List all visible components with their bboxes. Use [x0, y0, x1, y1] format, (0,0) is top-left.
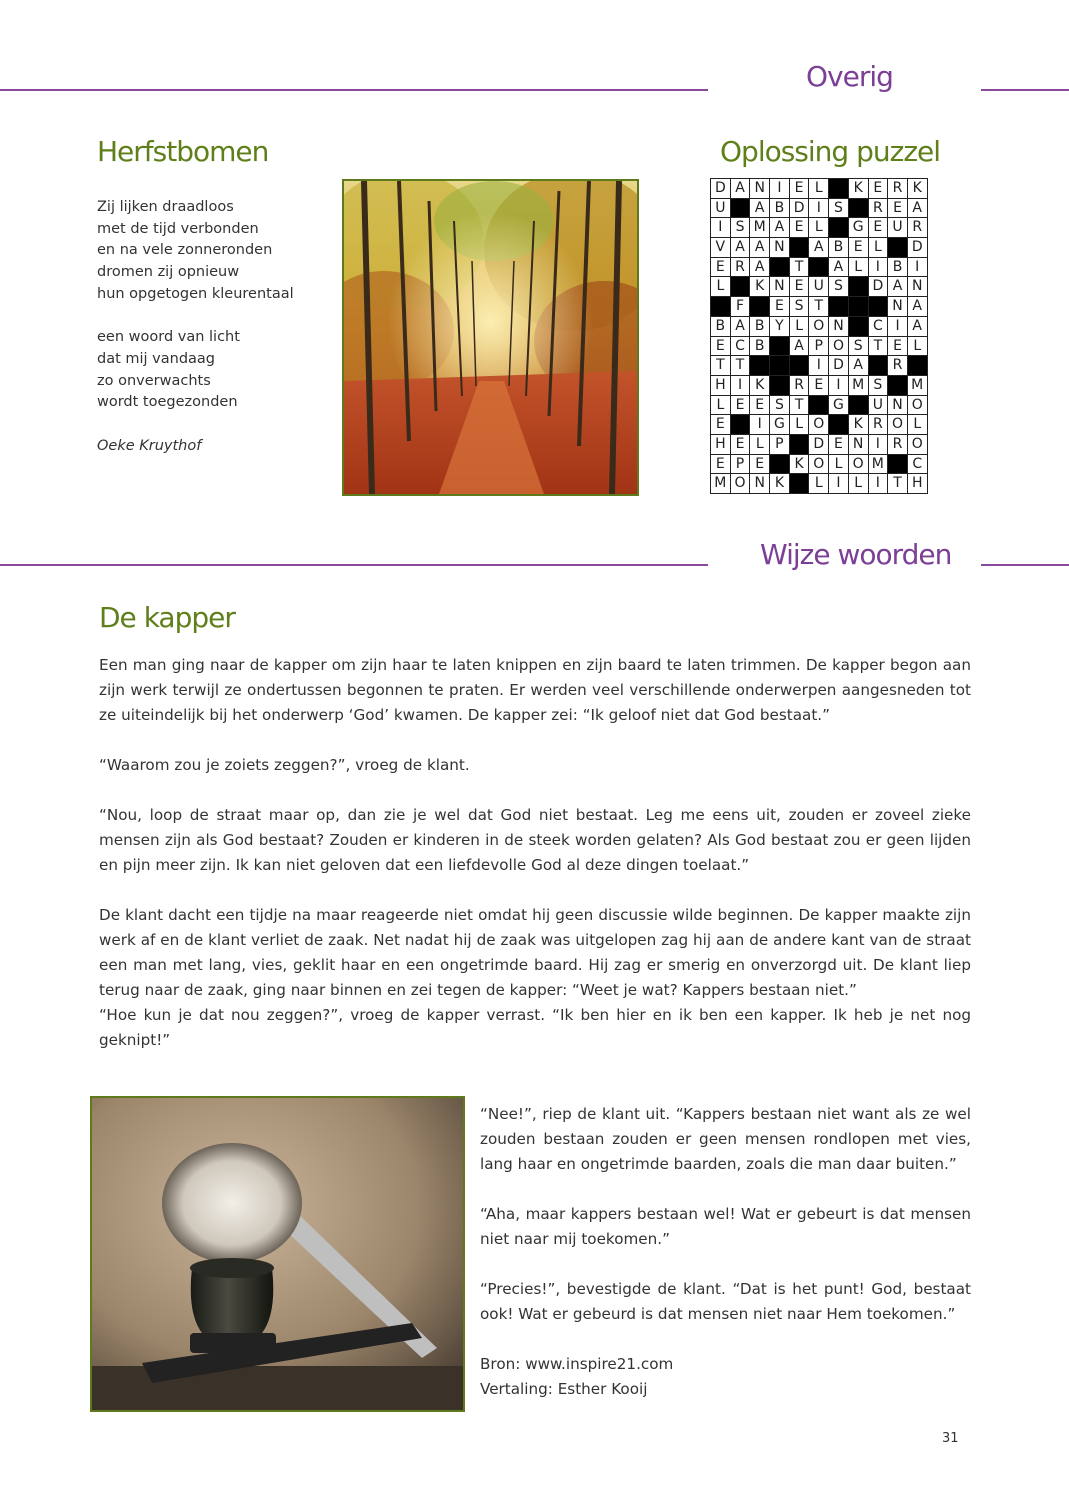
puzzle-cell: A [888, 277, 908, 297]
puzzle-cell: R [790, 376, 810, 396]
puzzle-cell-black [869, 297, 889, 317]
poem-line: hun opgetogen kleurentaal [97, 285, 294, 302]
puzzle-cell: O [849, 455, 869, 475]
puzzle-cell: U [711, 199, 731, 219]
puzzle-cell: A [770, 218, 790, 238]
puzzle-cell-black [829, 179, 849, 199]
puzzle-cell: L [809, 474, 829, 494]
puzzle-solution-grid [710, 178, 928, 494]
puzzle-cell: A [809, 238, 829, 258]
puzzle-cell: A [849, 356, 869, 376]
article-paragraph: “Nou, loop de straat maar op, dan zie je wel dat God niet bestaat. Leg me eens uit, zouden er zoveel zieke mensen zijn als God bestaat? Zouden er kinderen in de steek worden gelaten? Als God bestaat zou er geen lijden en pijn meer zijn. Ik kan niet geloven dat een liefdevolle God al deze dingen toelaat.” [99, 806, 971, 874]
puzzle-cell: E [750, 396, 770, 416]
puzzle-cell: O [908, 435, 928, 455]
puzzle-cell-black [849, 277, 869, 297]
puzzle-cell: C [869, 317, 889, 337]
puzzle-cell: S [731, 218, 751, 238]
puzzle-cell: K [750, 277, 770, 297]
puzzle-cell-black [770, 356, 790, 376]
puzzle-cell-black [790, 238, 810, 258]
puzzle-cell: S [790, 297, 810, 317]
section-rule-right [981, 564, 1069, 566]
puzzle-cell-black [809, 396, 829, 416]
puzzle-cell: A [790, 337, 810, 357]
puzzle-cell: L [711, 396, 731, 416]
puzzle-cell-black [731, 277, 751, 297]
puzzle-cell: E [711, 415, 731, 435]
puzzle-cell: A [731, 238, 751, 258]
section-title-wijze-woorden: Wijze woorden [760, 538, 952, 571]
puzzle-cell: K [849, 179, 869, 199]
puzzle-cell: O [888, 415, 908, 435]
puzzle-cell: T [731, 356, 751, 376]
poem-author: Oeke Kruythof [97, 437, 202, 454]
puzzle-cell: L [809, 179, 829, 199]
article-title: De kapper [99, 601, 235, 634]
puzzle-cell: R [731, 258, 751, 278]
puzzle-cell: I [869, 258, 889, 278]
puzzle-cell: H [908, 474, 928, 494]
puzzle-cell: N [908, 277, 928, 297]
puzzle-cell: H [711, 376, 731, 396]
puzzle-cell: E [888, 199, 908, 219]
article-continued [480, 1102, 971, 1402]
puzzle-cell: L [849, 474, 869, 494]
puzzle-cell-black [790, 474, 810, 494]
puzzle-cell: N [829, 317, 849, 337]
puzzle-cell: O [809, 455, 829, 475]
puzzle-cell-black [750, 297, 770, 317]
article-paragraph: “Precies!”, bevestigde de klant. “Dat is het punt! God, bestaat ook! Wat er gebeurd is dat mensen niet naar Hem toekomen.” [480, 1280, 971, 1323]
autumn-forest-photo [342, 179, 639, 496]
puzzle-cell-black [849, 317, 869, 337]
puzzle-cell: A [750, 238, 770, 258]
puzzle-cell: C [908, 455, 928, 475]
puzzle-cell: L [711, 277, 731, 297]
puzzle-cell-black [790, 435, 810, 455]
puzzle-cell: A [908, 199, 928, 219]
puzzle-cell: S [849, 337, 869, 357]
puzzle-cell: B [750, 317, 770, 337]
puzzle-cell: L [790, 317, 810, 337]
puzzle-cell: G [829, 396, 849, 416]
puzzle-cell: H [711, 435, 731, 455]
puzzle-cell: T [888, 474, 908, 494]
puzzle-cell: L [908, 415, 928, 435]
puzzle-cell: K [750, 376, 770, 396]
puzzle-cell-black [849, 396, 869, 416]
puzzle-cell: E [770, 297, 790, 317]
puzzle-cell: Y [770, 317, 790, 337]
poem-line: zo onverwachts [97, 372, 211, 389]
page-number: 31 [942, 1431, 959, 1446]
poem-line: een woord van licht [97, 329, 240, 346]
puzzle-cell: A [731, 179, 751, 199]
puzzle-cell: B [888, 258, 908, 278]
puzzle-cell: N [750, 179, 770, 199]
puzzle-cell: E [790, 179, 810, 199]
puzzle-cell: E [829, 435, 849, 455]
puzzle-cell: I [770, 179, 790, 199]
section-rule-left [0, 564, 708, 566]
puzzle-cell: R [869, 199, 889, 219]
puzzle-cell: O [731, 474, 751, 494]
puzzle-cell: B [829, 238, 849, 258]
puzzle-cell: K [908, 179, 928, 199]
puzzle-cell-black [869, 356, 889, 376]
article-translation-credit: Vertaling: Esther Kooij [480, 1380, 648, 1398]
puzzle-cell: M [869, 455, 889, 475]
puzzle-cell: L [750, 435, 770, 455]
puzzle-cell: R [888, 435, 908, 455]
puzzle-cell: I [829, 474, 849, 494]
puzzle-cell: O [908, 396, 928, 416]
puzzle-cell-black [849, 199, 869, 219]
puzzle-cell-black [770, 337, 790, 357]
article-paragraph: “Aha, maar kappers bestaan wel! Wat er gebeurt is dat mensen niet naar mij toekomen.” [480, 1205, 971, 1248]
puzzle-cell: L [908, 337, 928, 357]
puzzle-cell: L [829, 455, 849, 475]
article-paragraph: “Waarom zou je zoiets zeggen?”, vroeg de klant. [99, 756, 470, 774]
poem-line: dat mij vandaag [97, 350, 216, 367]
puzzle-cell-black [750, 356, 770, 376]
puzzle-cell: S [829, 199, 849, 219]
puzzle-cell: N [888, 396, 908, 416]
poem-line: met de tijd verbonden [97, 220, 259, 237]
article-paragraph: De klant dacht een tijdje na maar reageerde niet omdat hij geen discussie wilde beginnen. De kapper maakte zijn werk af en de klant verliet de zaak. Net nadat hij de zaak was uitgelopen zag hij aan de andere kant van de straat een man met lang, vies, geklit haar en een ongetrimde baard. Hij zag er smerig en onverzorgd uit. De klant liep terug naar de zaak, ging naar binnen en zei tegen de kapper: “Weet je wat? Kappers bestaan niet.” [99, 906, 971, 999]
puzzle-cell: O [809, 415, 829, 435]
puzzle-cell: T [809, 297, 829, 317]
puzzle-cell: E [790, 218, 810, 238]
puzzle-cell-black [770, 455, 790, 475]
puzzle-cell-black [770, 258, 790, 278]
article-body [99, 653, 971, 1078]
header-rule-right [981, 89, 1069, 91]
puzzle-cell: B [711, 317, 731, 337]
poem-stanza-1 [97, 197, 327, 306]
puzzle-cell: F [731, 297, 751, 317]
puzzle-cell-black [888, 455, 908, 475]
puzzle-cell: A [750, 199, 770, 219]
puzzle-cell: N [770, 277, 790, 297]
puzzle-cell: E [731, 396, 751, 416]
puzzle-cell: T [790, 396, 810, 416]
puzzle-cell: E [731, 435, 751, 455]
puzzle-cell: I [731, 376, 751, 396]
puzzle-cell: P [731, 455, 751, 475]
puzzle-cell: D [790, 199, 810, 219]
puzzle-cell: A [908, 317, 928, 337]
puzzle-cell: L [790, 415, 810, 435]
puzzle-cell: R [869, 415, 889, 435]
puzzle-cell: M [711, 474, 731, 494]
puzzle-cell: R [888, 356, 908, 376]
puzzle-cell: D [711, 179, 731, 199]
puzzle-cell: I [869, 474, 889, 494]
puzzle-cell: K [849, 415, 869, 435]
puzzle-cell: E [750, 455, 770, 475]
puzzle-cell: O [809, 317, 829, 337]
puzzle-cell: G [770, 415, 790, 435]
poem-stanza-2 [97, 327, 327, 414]
article-paragraph: “Hoe kun je dat nou zeggen?”, vroeg de kapper verrast. “Ik ben hier en ik ben een kapper. Ik heb je net nog geknipt!” [99, 1006, 971, 1049]
puzzle-cell-black [829, 218, 849, 238]
shaving-brush-photo [90, 1096, 465, 1412]
puzzle-cell: M [908, 376, 928, 396]
puzzle-cell: A [908, 297, 928, 317]
puzzle-cell: L [809, 218, 829, 238]
puzzle-cell: M [750, 218, 770, 238]
puzzle-cell: T [869, 337, 889, 357]
puzzle-cell-black [888, 376, 908, 396]
article-paragraph: Een man ging naar de kapper om zijn haar te laten knippen en zijn baard te laten trimmen. De kapper begon aan zijn werk terwijl ze ondertussen begonnen te praten. Er werden veel verschillende onderwerpen aangesneden tot ze uiteindelijk bij het onderwerp ‘God’ kwamen. De kapper zei: “Ik geloof niet dat God bestaat.” [99, 656, 971, 724]
puzzle-cell: C [731, 337, 751, 357]
puzzle-cell: E [711, 258, 731, 278]
article-paragraph: “Nee!”, riep de klant uit. “Kappers bestaan niet want als ze wel zouden bestaan zouden er geen mensen rondlopen met vies, lang haar en ongetrimde baarden, zoals die man daar buiten.” [480, 1105, 971, 1173]
poem-line: wordt toegezonden [97, 394, 238, 411]
puzzle-cell-black [711, 297, 731, 317]
puzzle-cell-black [908, 356, 928, 376]
puzzle-cell: S [869, 376, 889, 396]
puzzle-cell: T [790, 258, 810, 278]
puzzle-cell: E [849, 238, 869, 258]
puzzle-cell: S [829, 277, 849, 297]
poem [97, 197, 327, 457]
puzzle-cell-black [849, 297, 869, 317]
puzzle-cell: I [711, 218, 731, 238]
puzzle-cell: T [711, 356, 731, 376]
puzzle-cell: M [849, 376, 869, 396]
puzzle-cell: E [790, 277, 810, 297]
puzzle-cell: K [770, 474, 790, 494]
puzzle-cell: I [908, 258, 928, 278]
puzzle-cell: I [809, 356, 829, 376]
puzzle-cell: O [829, 337, 849, 357]
puzzle-cell: S [770, 396, 790, 416]
puzzle-cell: I [809, 199, 829, 219]
puzzle-cell: B [770, 199, 790, 219]
puzzle-cell-black [829, 297, 849, 317]
puzzle-cell: D [869, 277, 889, 297]
puzzle-cell: I [869, 435, 889, 455]
puzzle-cell-black [888, 238, 908, 258]
puzzle-cell: L [869, 238, 889, 258]
puzzle-cell: L [849, 258, 869, 278]
puzzle-cell: A [829, 258, 849, 278]
puzzle-cell: B [750, 337, 770, 357]
poem-title: Herfstbomen [97, 135, 269, 168]
puzzle-cell: I [888, 317, 908, 337]
puzzle-cell: D [809, 435, 829, 455]
header-rule-left [0, 89, 708, 91]
puzzle-cell: I [750, 415, 770, 435]
puzzle-cell: N [770, 238, 790, 258]
puzzle-cell: E [711, 455, 731, 475]
puzzle-cell: A [731, 317, 751, 337]
puzzle-cell: E [869, 179, 889, 199]
puzzle-title: Oplossing puzzel [720, 135, 941, 168]
puzzle-cell: E [869, 218, 889, 238]
puzzle-cell-black [731, 199, 751, 219]
puzzle-cell: E [809, 376, 829, 396]
puzzle-cell: U [809, 277, 829, 297]
puzzle-cell: V [711, 238, 731, 258]
article-source: Bron: www.inspire21.com [480, 1355, 674, 1373]
puzzle-cell: N [849, 435, 869, 455]
section-title-overig: Overig [806, 60, 893, 93]
puzzle-cell: N [750, 474, 770, 494]
puzzle-cell: K [790, 455, 810, 475]
puzzle-cell: A [750, 258, 770, 278]
poem-line: en na vele zonneronden [97, 242, 273, 259]
puzzle-cell: N [888, 297, 908, 317]
puzzle-cell: E [888, 337, 908, 357]
puzzle-cell: I [829, 376, 849, 396]
puzzle-cell-black [809, 258, 829, 278]
puzzle-cell: U [869, 396, 889, 416]
puzzle-cell: P [770, 435, 790, 455]
poem-line: Zij lijken draadloos [97, 199, 234, 215]
puzzle-cell-black [829, 415, 849, 435]
puzzle-cell: E [711, 337, 731, 357]
puzzle-cell: D [829, 356, 849, 376]
puzzle-cell: R [908, 218, 928, 238]
puzzle-cell: D [908, 238, 928, 258]
puzzle-cell-black [790, 356, 810, 376]
puzzle-cell: R [888, 179, 908, 199]
puzzle-cell-black [731, 415, 751, 435]
puzzle-cell: G [849, 218, 869, 238]
puzzle-cell: U [888, 218, 908, 238]
puzzle-cell: P [809, 337, 829, 357]
poem-line: dromen zij opnieuw [97, 264, 240, 281]
puzzle-cell-black [770, 376, 790, 396]
